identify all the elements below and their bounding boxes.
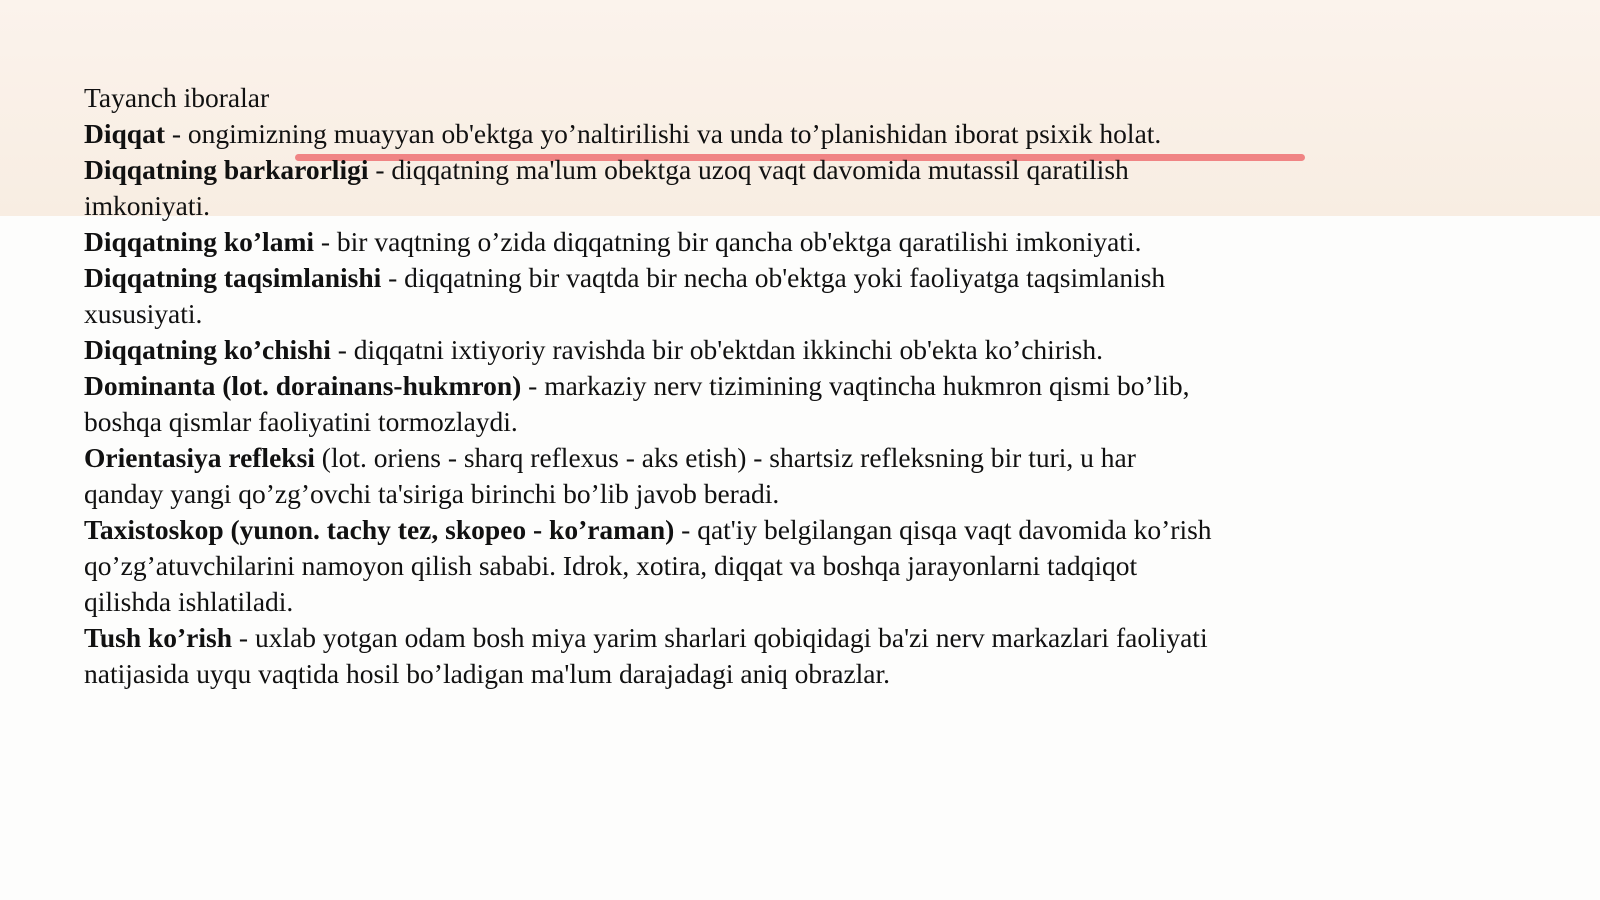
term-title: Diqqatning taqsimlanishi bbox=[84, 262, 382, 293]
term-title: Tush ko’rish bbox=[84, 622, 233, 653]
term-entry-taqsimlanishi bbox=[84, 260, 1214, 332]
term-definition: - ongimizning muayyan ob'ektga yo’naltirilishi va unda to’planishidan iborat psixik holat. bbox=[165, 118, 1162, 149]
term-entry-orientasiya-refleksi bbox=[84, 440, 1214, 512]
term-entry-kochishi bbox=[84, 332, 1214, 368]
term-entry-tush-korish bbox=[84, 620, 1214, 692]
term-definition: - uxlab yotgan odam bosh miya yarim sharlari qobiqidagi ba'zi nerv markazlari faoliyati natijasida uyqu vaqtida hosil bo’ladigan ma'lum darajadagi aniq obrazlar. bbox=[84, 622, 1208, 689]
term-definition: - diqqatni ixtiyoriy ravishda bir ob'ektdan ikkinchi ob'ekta ko’chirish. bbox=[330, 334, 1103, 365]
term-definition: - markaziy nerv tizimining vaqtincha hukmron qismi bo’lib, boshqa qismlar faoliyatini tormozlaydi. bbox=[84, 370, 1190, 437]
term-title: Orientasiya refleksi bbox=[84, 442, 315, 473]
term-definition: (lot. oriens - sharq reflexus - aks etish) - shartsiz refleksning bir turi, u har qanday yangi qo’zg’ovchi ta'siriga birinchi bo’lib javob beradi. bbox=[84, 442, 1136, 509]
term-definition: - diqqatning ma'lum obektga uzoq vaqt davomida mutassil qaratilish imkoniyati. bbox=[84, 154, 1129, 221]
term-entry-taxistoskop bbox=[84, 512, 1214, 620]
term-definition: - bir vaqtning o’zida diqqatning bir qancha ob'ektga qaratilishi imkoniyati. bbox=[314, 226, 1142, 257]
term-entry-kolami bbox=[84, 224, 1214, 260]
slide-heading: Tayanch iboralar bbox=[84, 82, 270, 113]
term-title: Diqqat bbox=[84, 118, 165, 149]
term-definition: - diqqatning bir vaqtda bir necha ob'ektga yoki faoliyatga taqsimlanish xususiyati. bbox=[84, 262, 1166, 329]
term-title: Dominanta (lot. dorainans-hukmron) bbox=[84, 370, 522, 401]
term-title: Diqqatning ko’chishi bbox=[84, 334, 331, 365]
term-entry-barkarorligi bbox=[84, 152, 1214, 224]
term-title: Diqqatning barkarorligi bbox=[84, 154, 369, 185]
term-entry-dominanta bbox=[84, 368, 1214, 440]
term-title: Taxistoskop (yunon. tachy tez, skopeo - ko’raman) bbox=[84, 514, 675, 545]
term-definition: - qat'iy belgilangan qisqa vaqt davomida ko’rish qo’zg’atuvchilarini namoyon qilish sababi. Idrok, xotira, diqqat va boshqa jarayonlarni tadqiqot qilishda ishlatiladi. bbox=[84, 514, 1212, 617]
slide-body bbox=[84, 80, 1214, 692]
term-entry-diqqat bbox=[84, 116, 1214, 152]
term-title: Diqqatning ko’lami bbox=[84, 226, 314, 257]
